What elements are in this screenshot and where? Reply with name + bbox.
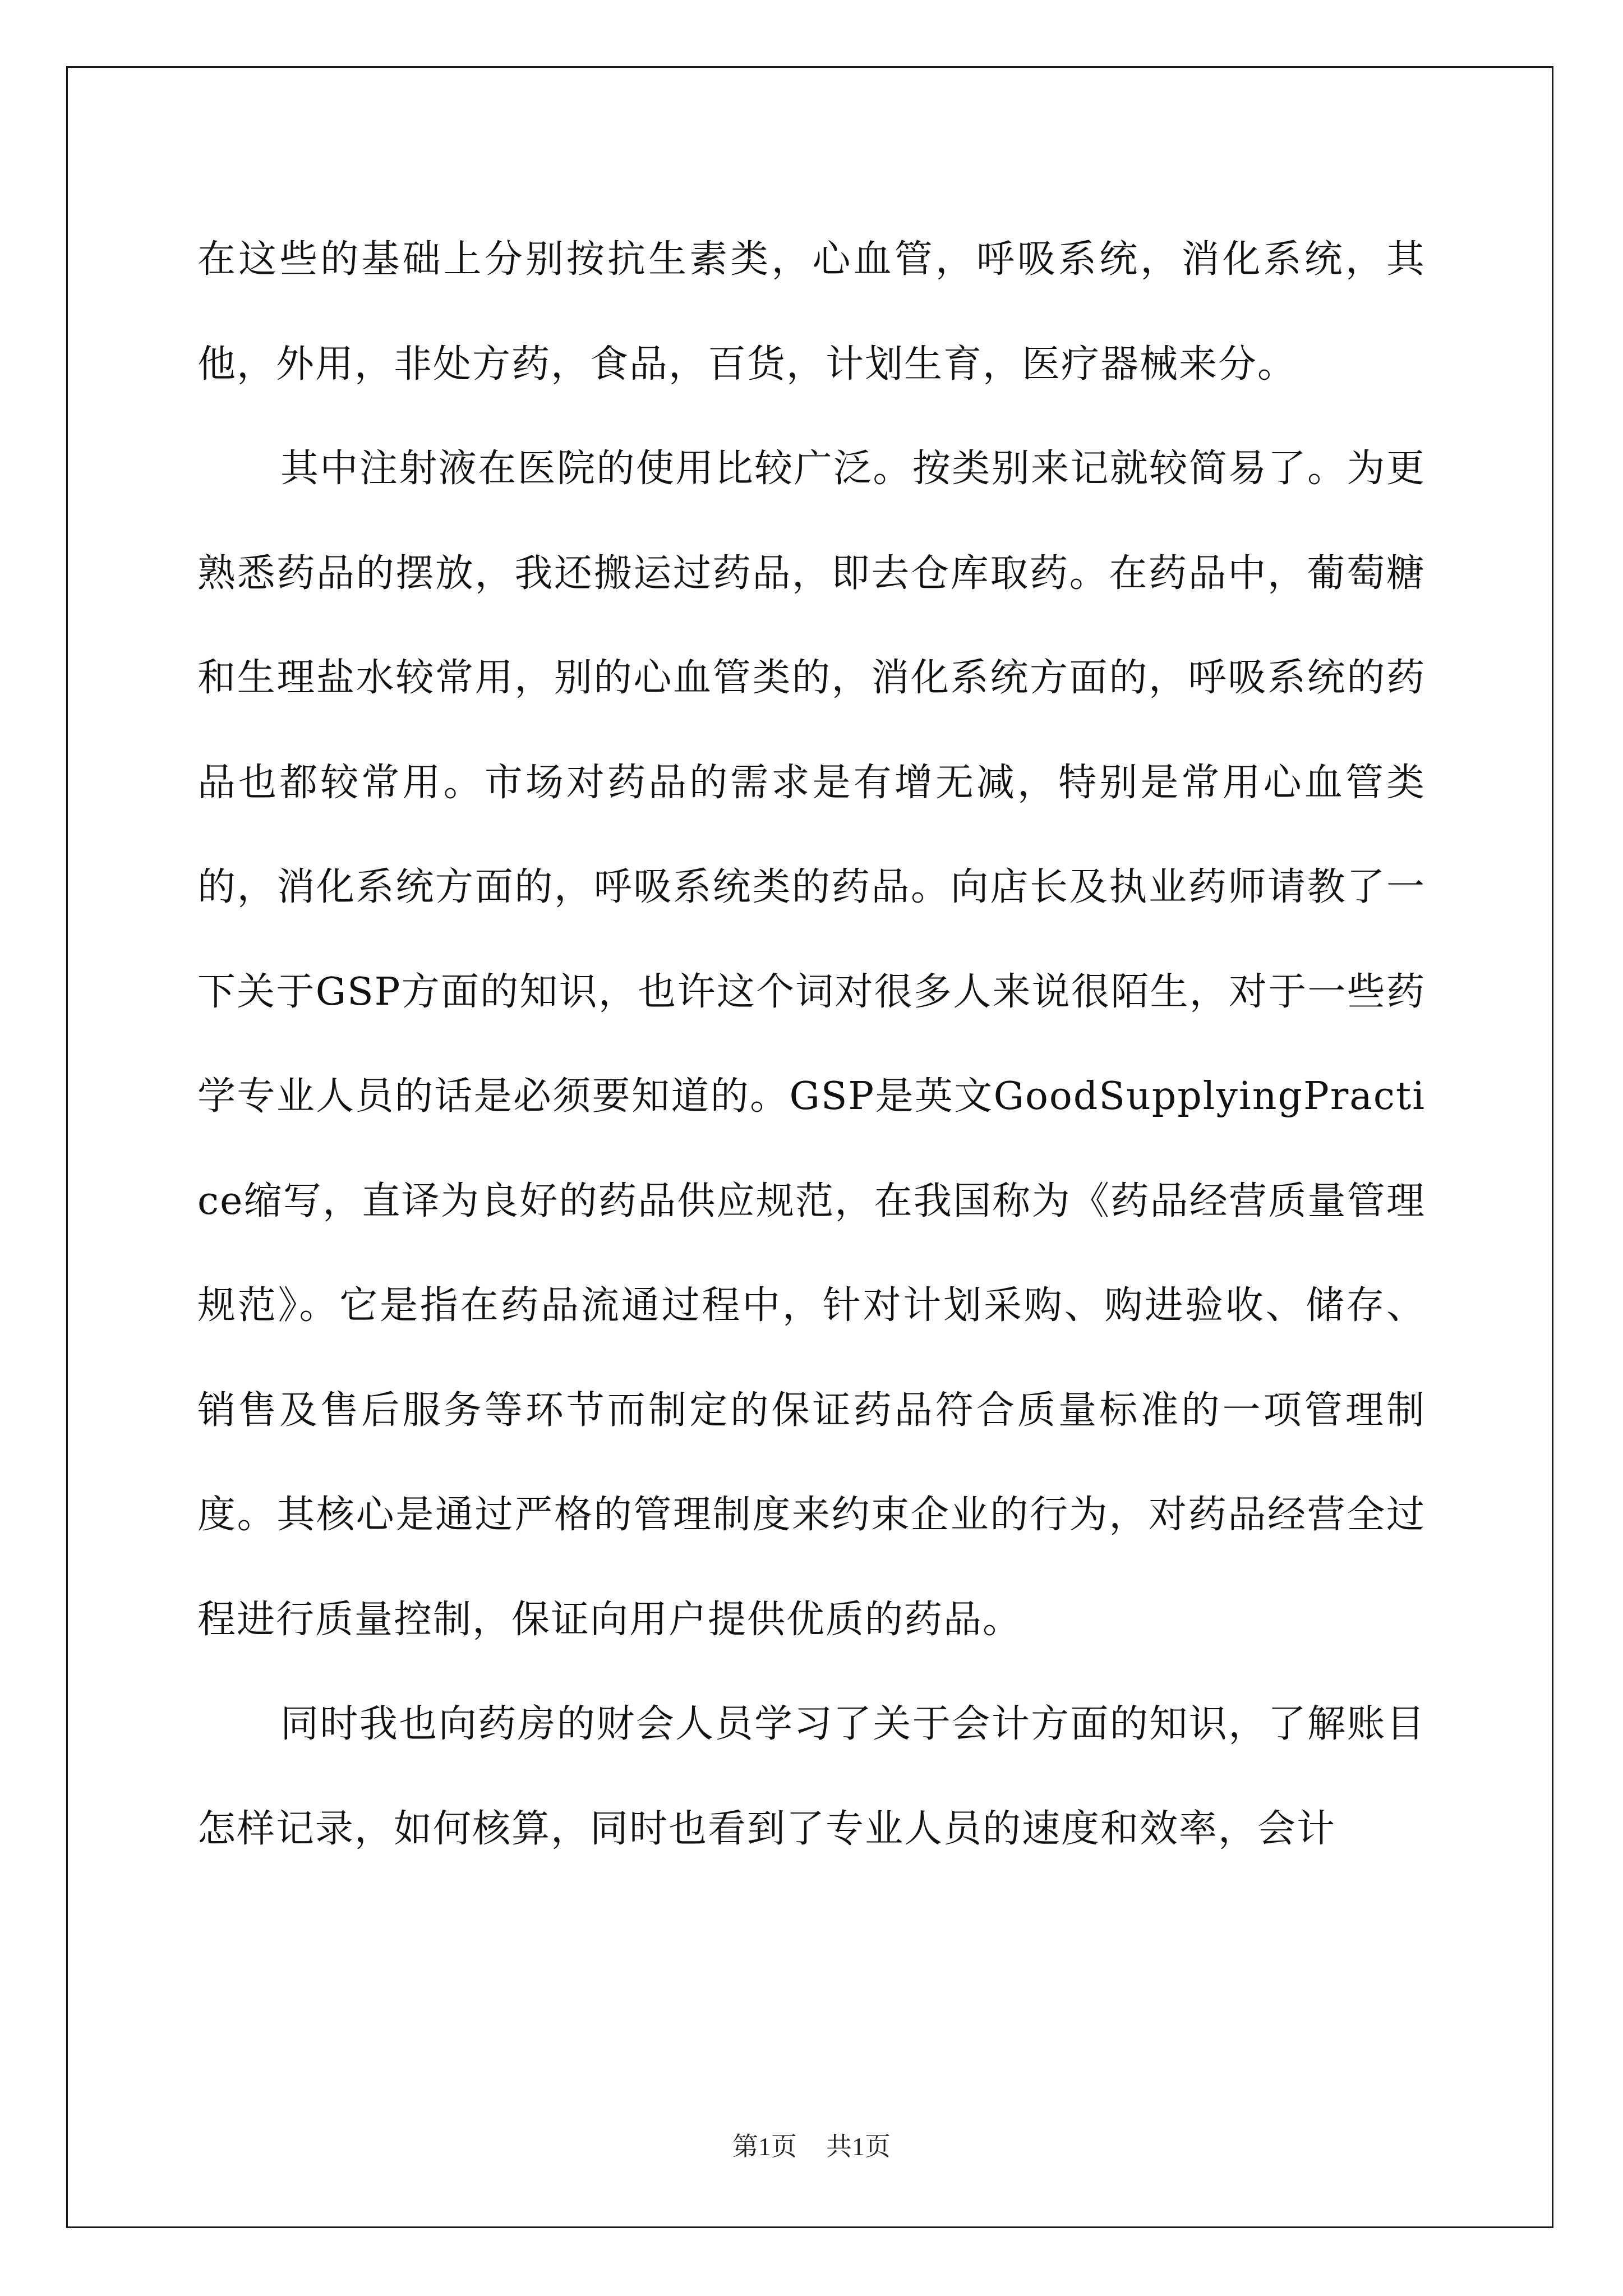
paragraph-3: 同时我也向药房的财会人员学习了关于会计方面的知识，了解账目怎样记录，如何核算，同时也看到了专业人员的速度和效率，会计 [197, 1702, 1426, 1851]
page-number-current: 第1页 [732, 2132, 797, 2161]
document-body [197, 208, 1426, 1881]
page-number-total: 共1页 [826, 2132, 891, 2161]
page-footer [0, 2126, 1623, 2163]
paragraph-2: 其中注射液在医院的使用比较广泛。按类别来记就较简易了。为更熟悉药品的摆放，我还搬运过药品，即去仓库取药。在药品中，葡萄糖和生理盐水较常用，别的心血管类的，消化系统方面的，呼吸系统的药品也都较常用。市场对药品的需求是有增无减，特别是常用心血管类的，消化系统方面的，呼吸系统类的药品。向店长及执业药师请教了一下关于GSP方面的知识，也许这个词对很多人来说很陌生，对于一些药学专业人员的话是必须要知道的。GSP是英文GoodSupplyingPractice缩写，直译为良好的药品供应规范，在我国称为《药品经营质量管理规范》。它是指在药品流通过程中，针对计划采购、购进验收、储存、销售及售后服务等环节而制定的保证药品符合质量标准的一项管理制度。其核心是通过严格的管理制度来约束企业的行为，对药品经营全过程进行质量控制，保证向用户提供优质的药品。 [197, 447, 1426, 1642]
paragraph-1: 在这些的基础上分别按抗生素类，心血管，呼吸系统，消化系统，其他，外用，非处方药，食品，百货，计划生育，医疗器械来分。 [197, 237, 1426, 386]
